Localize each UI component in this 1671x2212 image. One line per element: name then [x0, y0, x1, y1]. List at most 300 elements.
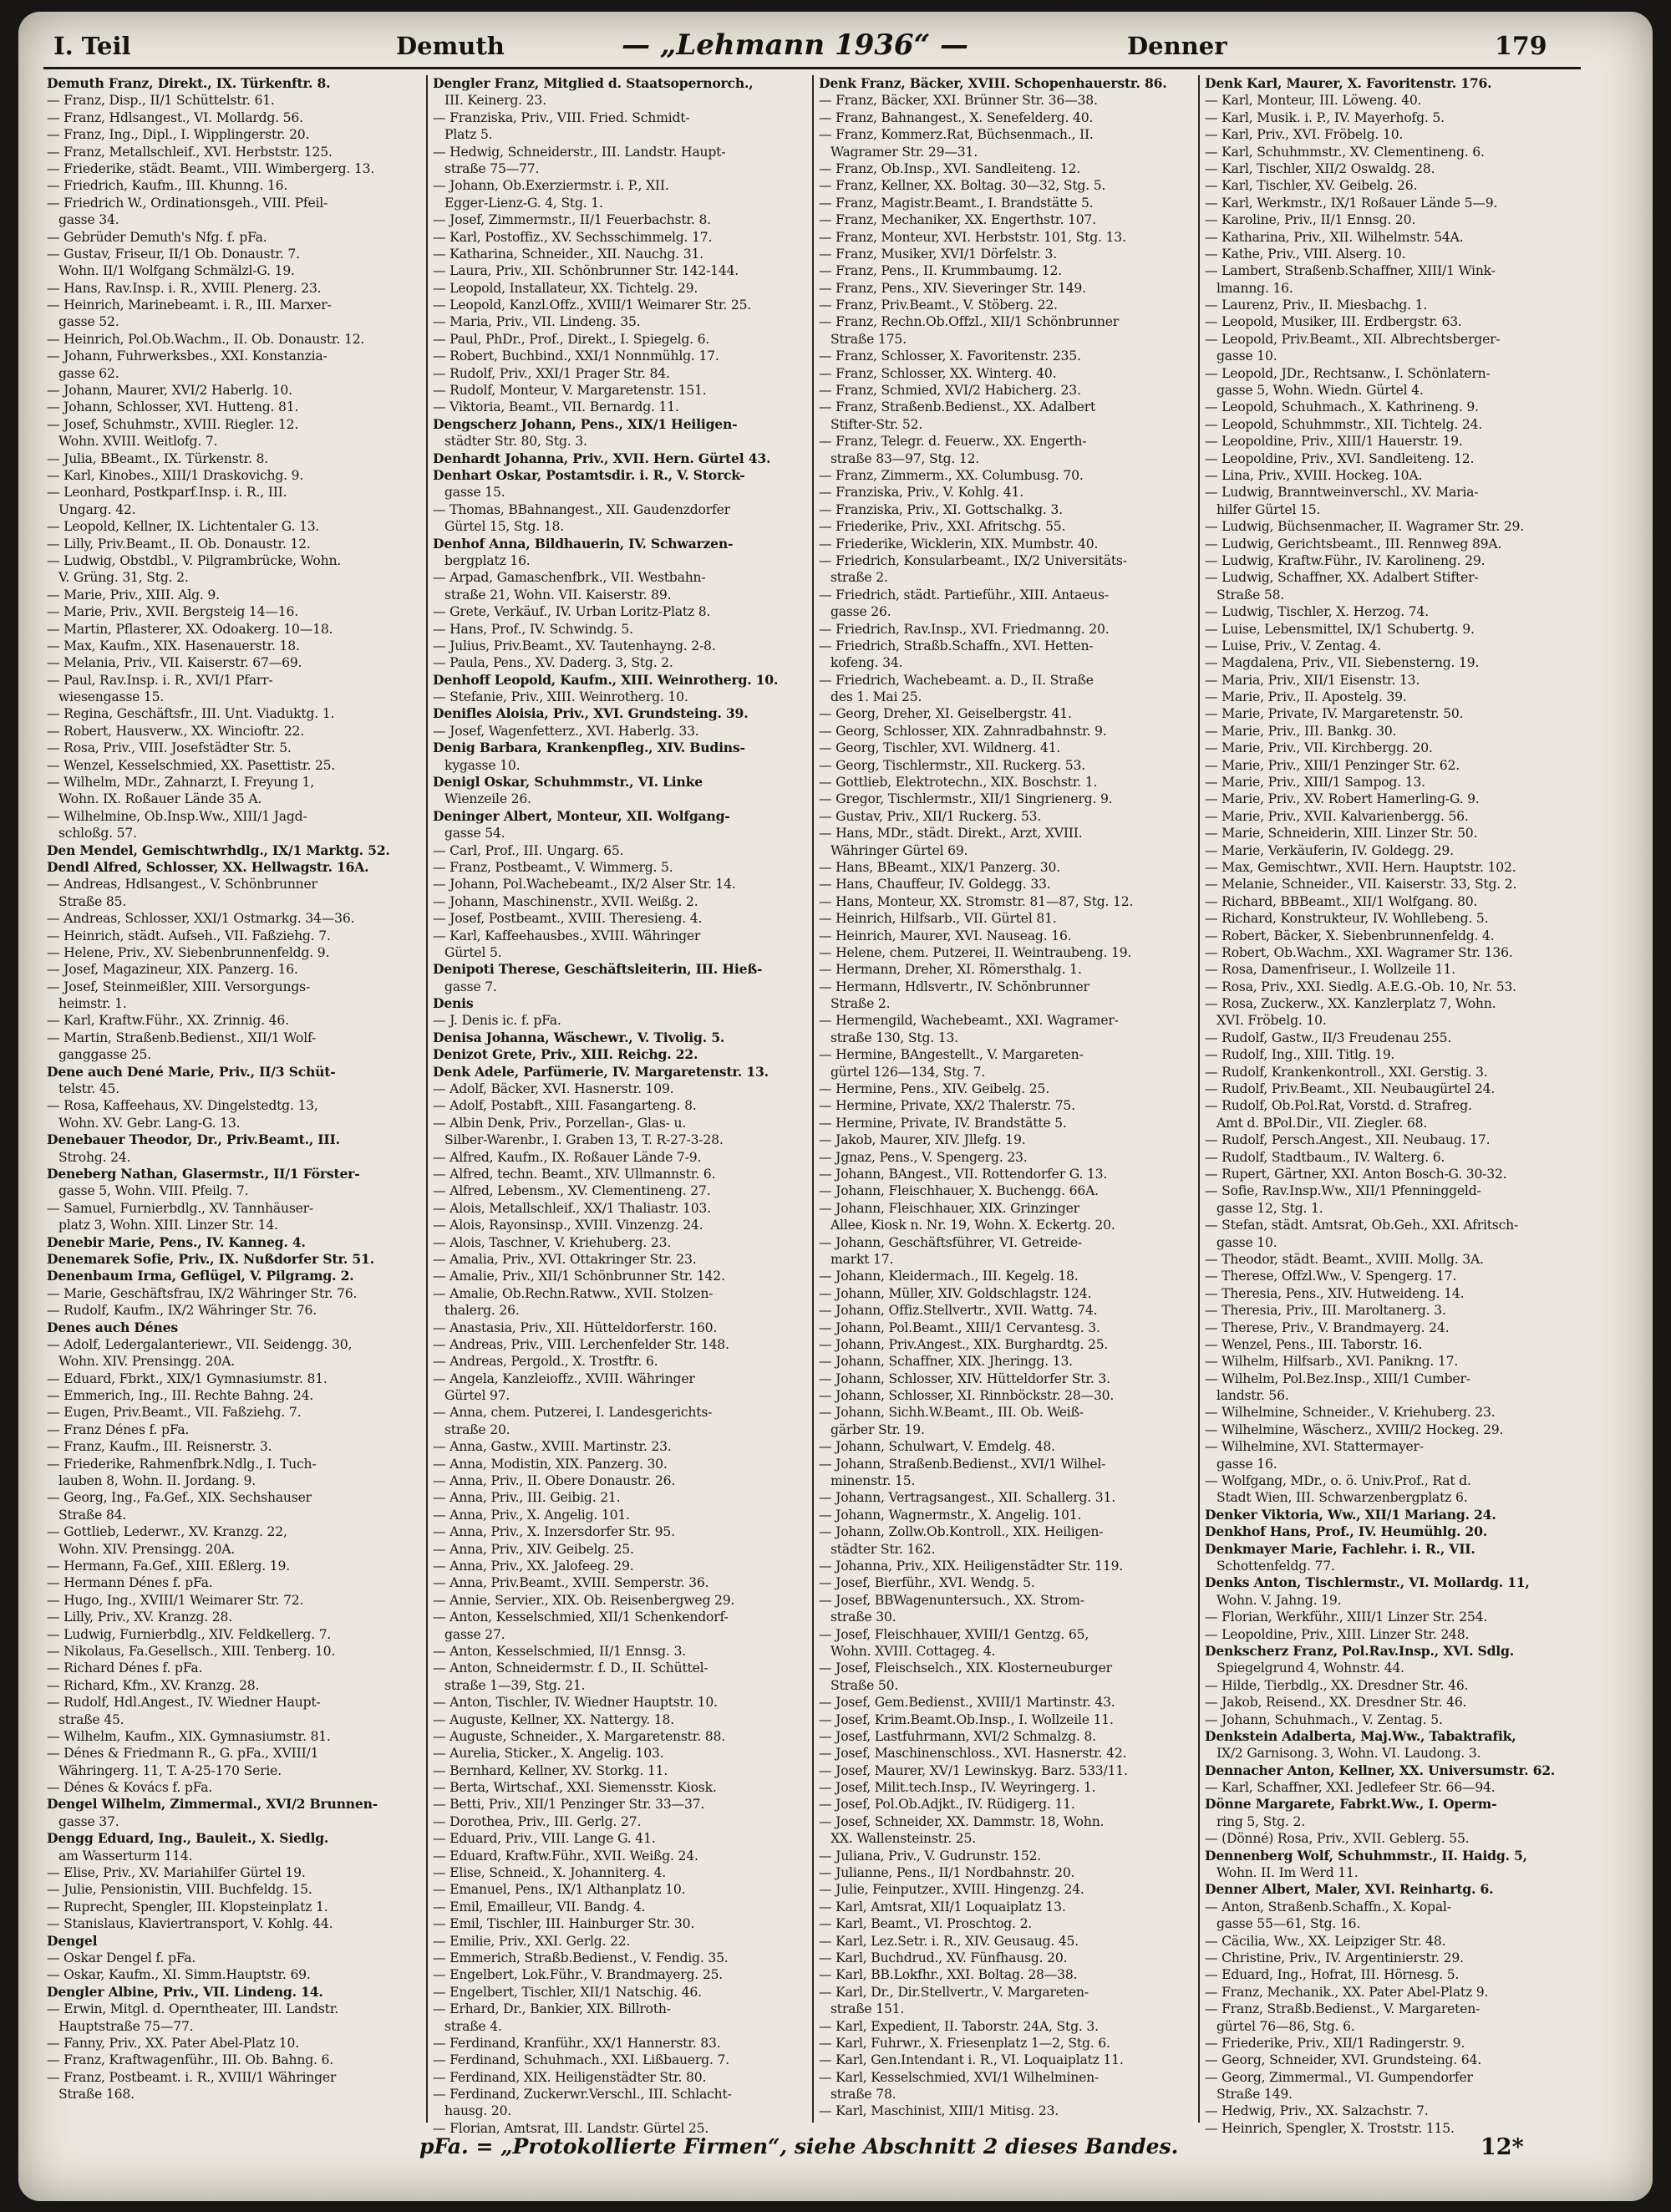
directory-entry: — Ludwig, Büchsenmacher, II. Wagramer Str. 29. — [1205, 518, 1581, 535]
directory-entry: — Eduard, Kraftw.Führ., XVII. Weißg. 24. — [433, 1848, 807, 1864]
entry-continuation: Wohn. XVIII. Weitlofg. 7. — [58, 434, 218, 450]
surname-entry: Denkhof Hans, Prof., IV. Heumühlg. 20. — [1205, 1523, 1487, 1540]
directory-entry: — Hans, MDr., städt. Direkt., Arzt, XVIII. — [819, 825, 1193, 842]
directory-entry: — Lina, Priv., XVIII. Hockeg. 10A. — [1205, 467, 1581, 484]
directory-entry: — Franz, Ing., Dipl., I. Wipplingerstr. 20. — [47, 126, 421, 143]
directory-entry: — Engelbert, Tischler, XII/1 Natschig. 46. — [433, 1984, 807, 2001]
directory-entry: — Hermine, BAngestellt., V. Margareten- — [819, 1046, 1193, 1063]
directory-entry: — Christine, Priv., IV. Argentinierstr. 29. — [1205, 1950, 1581, 1966]
directory-entry: — Georg, Ing., Fa.Gef., XIX. Sechshauser — [47, 1489, 421, 1506]
entry-continuation: Straße 175. — [830, 331, 907, 347]
directory-entry: — Berta, Wirtschaf., XXI. Siemensstr. Kiosk. — [433, 1779, 807, 1796]
directory-entry: — Rosa, Priv., XXI. Siedlg. A.E.G.-Ob. 10, Nr. 53. — [1205, 979, 1581, 995]
directory-entry: — Ferdinand, Kranführ., XX/1 Hannerstr. 83. — [433, 2035, 807, 2052]
entry-continuation: Straße 149. — [1216, 2087, 1293, 2103]
directory-entry: — Anna, Priv., X. Angelig. 101. — [433, 1507, 807, 1523]
directory-entry: — Friederike, Priv., XII/1 Radingerstr. 9. — [1205, 2035, 1581, 2052]
directory-entry: — Rudolf, Hdl.Angest., IV. Wiedner Haupt- — [47, 1694, 421, 1711]
surname-entry: Dendl Alfred, Schlosser, XX. Hellwagstr. 16A. — [47, 858, 369, 875]
directory-entry: — Dénes & Friedmann R., G. pFa., XVIII/1 — [47, 1745, 421, 1762]
entry-continuation: straße 130, Stg. 13. — [830, 1030, 958, 1045]
directory-entry: — Gebrüder Demuth's Nfg. f. pFa. — [47, 229, 421, 246]
directory-entry: — Johann, Schlosser, XIV. Hütteldorfer Str. 3. — [819, 1370, 1193, 1387]
directory-entry: — Juliana, Priv., V. Gudrunstr. 152. — [819, 1848, 1193, 1864]
directory-entry: — Franziska, Priv., V. Kohlg. 41. — [819, 484, 1193, 501]
entry-continuation: straße 30. — [830, 1609, 896, 1625]
directory-entry: — Andreas, Schlosser, XXI/1 Ostmarkg. 34—36. — [47, 910, 421, 927]
directory-entry: — Rudolf, Priv., XXI/1 Prager Str. 84. — [433, 365, 807, 382]
directory-entry: — Johann, Wagnermstr., X. Angelig. 101. — [819, 1507, 1193, 1523]
directory-entry: — Hans, Chauffeur, IV. Goldegg. 33. — [819, 876, 1193, 892]
entry-continuation: Straße 84. — [58, 1507, 127, 1523]
directory-entry: — Anna, Priv., XX. Jalofeeg. 29. — [433, 1558, 807, 1574]
directory-entry: — Melania, Priv., VII. Kaiserstr. 67—69. — [47, 654, 421, 671]
directory-entry: — Wilhelm, MDr., Zahnarzt, I. Freyung 1, — [47, 774, 421, 791]
entry-continuation: gasse 62. — [58, 365, 119, 381]
directory-entry: — Anton, Kesselschmied, II/1 Ennsg. 3. — [433, 1643, 807, 1660]
directory-entry: — Georg, Schlosser, XIX. Zahnradbahnstr. 9. — [819, 723, 1193, 740]
surname-entry: Dengel — [47, 1932, 98, 1949]
part-label: I. Teil — [53, 32, 131, 60]
directory-entry: — Heinrich, Pol.Ob.Wachm., II. Ob. Donaustr. 12. — [47, 331, 421, 348]
publication-title: — „Lehmann 1936“ — — [622, 28, 968, 62]
directory-entry: — Engelbert, Lok.Führ., V. Brandmayerg. 25. — [433, 1966, 807, 1983]
directory-entry: — Anastasia, Priv., XII. Hütteldorferstr. 160. — [433, 1320, 807, 1336]
directory-entry: — Wilhelm, Kaufm., XIX. Gymnasiumstr. 81. — [47, 1728, 421, 1745]
directory-entry: — Johann, Fuhrwerksbes., XXI. Konstanzia- — [47, 348, 421, 364]
directory-entry: — Andreas, Pergold., X. Trostftr. 6. — [433, 1353, 807, 1370]
directory-entry: — Karl, BB.Lokfhr., XXI. Boltag. 28—38. — [819, 1966, 1193, 1983]
directory-entry: — Emmerich, Straßb.Bedienst., V. Fendig. 35. — [433, 1950, 807, 1966]
directory-entry: — Andreas, Priv., VIII. Lerchenfelder Str. 148. — [433, 1336, 807, 1353]
directory-entry: — Wilhelmine, Wäscherz., XVIII/2 Hockeg. 29. — [1205, 1421, 1581, 1438]
directory-entry: — Leopold, Musiker, III. Erdbergstr. 63. — [1205, 313, 1581, 330]
directory-entry: — Franz, Schmied, XVI/2 Habicherg. 23. — [819, 382, 1193, 399]
directory-entry: — Friedrich, städt. Partieführ., XIII. Antaeus- — [819, 587, 1193, 603]
directory-entry: — Franz, Priv.Beamt., V. Stöberg. 22. — [819, 297, 1193, 313]
directory-entry: — Karl, Kaffeehausbes., XVIII. Währinger — [433, 928, 807, 944]
directory-entry: — Ferdinand, Zuckerwr.Verschl., III. Schlacht- — [433, 2086, 807, 2103]
directory-entry: — Franz, Mechanik., XX. Pater Abel-Platz 9. — [1205, 1984, 1581, 2001]
directory-entry: — Hans, Monteur, XX. Stromstr. 81—87, Stg. 12. — [819, 893, 1193, 910]
directory-entry: — Marie, Priv., XV. Robert Hamerling-G. 9. — [1205, 791, 1581, 807]
entry-continuation: kygasse 10. — [444, 757, 521, 773]
directory-entry: — Hermine, Pens., XIV. Geibelg. 25. — [819, 1081, 1193, 1097]
entry-continuation: Spiegelgrund 4, Wohnstr. 44. — [1216, 1660, 1404, 1676]
entry-continuation: XX. Wallensteinstr. 25. — [830, 1831, 976, 1847]
entry-continuation: V. Grüng. 31, Stg. 2. — [58, 570, 189, 586]
directory-entry: — Franz, Zimmerm., XX. Columbusg. 70. — [819, 467, 1193, 484]
directory-entry: — Rudolf, Priv.Beamt., XII. Neubaugürtel 24. — [1205, 1081, 1581, 1097]
directory-entry: — Johann, Pol.Wachebeamt., IX/2 Alser Str. 14. — [433, 876, 807, 892]
directory-entry: — Maria, Priv., XII/1 Eisenstr. 13. — [1205, 672, 1581, 689]
directory-entry: — Josef, Schuhmstr., XVIII. Riegler. 12. — [47, 416, 421, 433]
directory-entry: — Karl, Postoffiz., XV. Sechsschimmelg. 17. — [433, 229, 807, 246]
directory-entry: — Jakob, Maurer, XIV. Jllefg. 19. — [819, 1131, 1193, 1148]
directory-entry: — Elise, Schneid., X. Johanniterg. 4. — [433, 1864, 807, 1881]
directory-entry: — Hugo, Ing., XVIII/1 Weimarer Str. 72. — [47, 1592, 421, 1609]
directory-entry: — Oskar Dengel f. pFa. — [47, 1950, 421, 1966]
directory-entry: — Johann, Schuhmach., V. Zentag. 5. — [1205, 1711, 1581, 1728]
directory-entry: — Hermine, Private, XX/2 Thalerstr. 75. — [819, 1097, 1193, 1114]
directory-entry: — Amalia, Priv., XVI. Ottakringer Str. 23. — [433, 1251, 807, 1268]
directory-entry: — Franz, Pens., XIV. Sieveringer Str. 149. — [819, 280, 1193, 297]
directory-entry: — Josef, Zimmermstr., II/1 Feuerbachstr. 8. — [433, 211, 807, 228]
directory-entry: — Alois, Taschner, V. Kriehuberg. 23. — [433, 1234, 807, 1251]
directory-entry: — Franz, Musiker, XVI/1 Dörfelstr. 3. — [819, 246, 1193, 262]
directory-entry: — Josef, Pol.Ob.Adjkt., IV. Rüdigerg. 11. — [819, 1796, 1193, 1813]
directory-entry: — Johann, BAngest., VII. Rottendorfer G. 13. — [819, 1166, 1193, 1182]
directory-entry: — Wenzel, Kesselschmied, XX. Pasettistr. 25. — [47, 757, 421, 774]
entry-continuation: straße 151. — [830, 2001, 905, 2017]
directory-entry: — Hermengild, Wachebeamt., XXI. Wagramer- — [819, 1012, 1193, 1029]
last-entry-keyword: Denner — [1127, 32, 1227, 60]
directory-entry: — Karl, Beamt., VI. Proschtog. 2. — [819, 1915, 1193, 1932]
directory-entry: — Emmerich, Ing., III. Rechte Bahng. 24. — [47, 1387, 421, 1404]
directory-entry: — Samuel, Furnierbdlg., XV. Tannhäuser- — [47, 1200, 421, 1217]
directory-entry: — Rosa, Kaffeehaus, XV. Dingelstedtg. 13, — [47, 1097, 421, 1114]
directory-entry: — Dorothea, Priv., III. Gerlg. 27. — [433, 1813, 807, 1830]
directory-entry: — Gottlieb, Lederwr., XV. Kranzg. 22, — [47, 1523, 421, 1540]
directory-entry: — Thomas, BBahnangest., XII. Gaudenzdorfer — [433, 501, 807, 518]
directory-entry: — Johann, Priv.Angest., XIX. Burghardtg. 25. — [819, 1336, 1193, 1353]
entry-continuation: IX/2 Garnisong. 3, Wohn. VI. Laudong. 3. — [1216, 1746, 1481, 1762]
entry-continuation: Währinger Gürtel 69. — [830, 842, 968, 858]
surname-entry: Dengscherz Johann, Pens., XIX/1 Heiligen- — [433, 415, 738, 432]
directory-entry: — Heinrich, städt. Aufseh., VII. Faßziehg. 7. — [47, 928, 421, 944]
entry-continuation: Strohg. 24. — [58, 1149, 131, 1165]
header-rule — [43, 67, 1581, 69]
directory-entry: — Wilhelmine, Ob.Insp.Ww., XIII/1 Jagd- — [47, 808, 421, 825]
directory-entry: — Johann, Vertragsangest., XII. Schallerg. 31. — [819, 1489, 1193, 1506]
entry-continuation: Wohn. XV. Gebr. Lang-G. 13. — [58, 1115, 241, 1131]
directory-entry: — Martin, Pflasterer, XX. Odoakerg. 10—18. — [47, 621, 421, 638]
directory-entry: — Josef, Bierführ., XVI. Wendg. 5. — [819, 1574, 1193, 1591]
directory-entry: — Franz, Rechn.Ob.Offzl., XII/1 Schönbrunner — [819, 313, 1193, 330]
entry-continuation: landstr. 56. — [1216, 1388, 1289, 1404]
directory-entry: — Stefanie, Priv., XIII. Weinrotherg. 10. — [433, 689, 807, 705]
directory-entry: — Adolf, Bäcker, XVI. Hasnerstr. 109. — [433, 1081, 807, 1097]
directory-entry: — Rudolf, Monteur, V. Margaretenstr. 151. — [433, 382, 807, 399]
directory-entry: — Johann, Fleischhauer, X. Buchengg. 66A. — [819, 1182, 1193, 1199]
directory-entry: — Leopold, Installateur, XX. Tichtelg. 29. — [433, 280, 807, 297]
surname-entry: Denk Karl, Maurer, X. Favoritenstr. 176. — [1205, 75, 1492, 91]
directory-entry: — Auguste, Kellner, XX. Nattergy. 18. — [433, 1711, 807, 1728]
entry-continuation: III. Keinerg. 23. — [444, 93, 546, 109]
directory-entry: — Richard, Konstrukteur, IV. Wohllebeng. 5. — [1205, 910, 1581, 927]
directory-entry: — Aurelia, Sticker., X. Angelig. 103. — [433, 1745, 807, 1762]
directory-entry: — Amalie, Ob.Rechn.Ratww., XVII. Stolzen- — [433, 1285, 807, 1302]
entry-continuation: lauben 8, Wohn. II. Jordang. 9. — [58, 1473, 256, 1489]
directory-entry: — Rudolf, Persch.Angest., XII. Neubaug. 17. — [1205, 1131, 1581, 1148]
directory-entry: — Katharina, Schneider., XII. Nauchg. 31. — [433, 246, 807, 262]
directory-entry: — Franz Dénes f. pFa. — [47, 1421, 421, 1438]
directory-entry: — Heinrich, Spengler, X. Troststr. 115. — [1205, 2120, 1581, 2137]
page-footer — [419, 2134, 1623, 2168]
entry-continuation: Silber-Warenbr., I. Graben 13, T. R-27-3-28. — [444, 1132, 724, 1148]
page-header — [45, 27, 1574, 70]
directory-entry: — Karl, Gen.Intendant i. R., VI. Loquaiplatz 11. — [819, 2052, 1193, 2068]
directory-entry: — Hans, Prof., IV. Schwindg. 5. — [433, 621, 807, 638]
directory-entry: — Hermine, Private, IV. Brandstätte 5. — [819, 1115, 1193, 1131]
directory-entry: — Nikolaus, Fa.Gesellsch., XIII. Tenberg. 10. — [47, 1643, 421, 1660]
directory-entry: — Rudolf, Kaufm., IX/2 Währinger Str. 76. — [47, 1302, 421, 1319]
directory-entry: — Franz, Disp., II/1 Schüttelstr. 61. — [47, 92, 421, 109]
directory-entry: — Marie, Priv., XIII/1 Sampog. 13. — [1205, 774, 1581, 791]
surname-entry: Denenbaum Irma, Geflügel, V. Pilgramg. 2. — [47, 1268, 354, 1284]
directory-entry: — Arpad, Gamaschenfbrk., VII. Westbahn- — [433, 569, 807, 586]
directory-entry: — Robert, Buchbind., XXI/1 Nonnmühlg. 17. — [433, 348, 807, 364]
directory-entry: — Franz, Hdlsangest., VI. Mollardg. 56. — [47, 109, 421, 126]
directory-entry: — Rupert, Gärtner, XXI. Anton Bosch-G. 30-32. — [1205, 1166, 1581, 1182]
directory-entry: — Marie, Schneiderin, XIII. Linzer Str. 50. — [1205, 825, 1581, 842]
entry-continuation: gasse 27. — [444, 1626, 505, 1642]
entry-continuation: hilfer Gürtel 15. — [1216, 501, 1321, 517]
directory-entry: — Angela, Kanzleioffz., XVIII. Währinger — [433, 1370, 807, 1387]
sheet-number: 12* — [1481, 2134, 1524, 2160]
surname-entry: Denig Barbara, Krankenpfleg., XIV. Budins- — [433, 740, 745, 756]
column-2 — [428, 75, 814, 2136]
surname-entry: Denhof Anna, Bildhauerin, IV. Schwarzen- — [433, 535, 734, 552]
directory-entry: — Leopold, Schuhmach., X. Kathrineng. 9. — [1205, 399, 1581, 415]
entry-continuation: des 1. Mai 25. — [830, 689, 922, 705]
surname-entry: Denhardt Johanna, Priv., XVII. Hern. Gürtel 43. — [433, 450, 771, 466]
directory-entry: — Karl, Tischler, XV. Geibelg. 26. — [1205, 177, 1581, 194]
directory-entry: — Marie, Geschäftsfrau, IX/2 Währinger Str. 76. — [47, 1285, 421, 1302]
surname-entry: Denis — [433, 995, 474, 1012]
entry-continuation: gasse 16. — [1216, 1456, 1277, 1472]
directory-entry: — Alois, Rayonsinsp., XVIII. Vinzenzg. 24. — [433, 1217, 807, 1233]
directory-entry: — Karl, Schuhmmstr., XV. Clementineng. 6. — [1205, 144, 1581, 160]
directory-entry: — Rudolf, Ing., XIII. Titlg. 19. — [1205, 1046, 1581, 1063]
entry-continuation: kofeng. 34. — [830, 655, 903, 671]
directory-entry: — Friedrich, Wachebeamt. a. D., II. Straße — [819, 672, 1193, 689]
directory-entry: — Luise, Priv., V. Zentag. 4. — [1205, 638, 1581, 654]
directory-entry: — (Dönné) Rosa, Priv., XVII. Geblerg. 55. — [1205, 1830, 1581, 1847]
directory-entry: — Helene, Priv., XV. Siebenbrunnenfeldg. 9. — [47, 944, 421, 961]
directory-entry: — Karl, Dr., Dir.Stellvertr., V. Margareten- — [819, 1984, 1193, 2001]
directory-entry: — Robert, Ob.Wachm., XXI. Wagramer Str. 136. — [1205, 944, 1581, 961]
directory-entry: — Franz, Schlosser, XX. Winterg. 40. — [819, 365, 1193, 382]
surname-entry: Dengg Eduard, Ing., Bauleit., X. Siedlg. — [47, 1830, 329, 1847]
directory-entry: — Marie, Private, IV. Margaretenstr. 50. — [1205, 705, 1581, 722]
surname-entry: Denizot Grete, Priv., XIII. Reichg. 22. — [433, 1046, 698, 1063]
entry-columns — [42, 75, 1587, 2136]
directory-entry: — Rosa, Damenfriseur., I. Wollzeile 11. — [1205, 961, 1581, 978]
directory-entry: — Lilly, Priv.Beamt., II. Ob. Donaustr. 12. — [47, 536, 421, 552]
entry-continuation: Wohn. XVIII. Cottageg. 4. — [830, 1643, 996, 1659]
surname-entry: Denkstein Adalberta, Maj.Ww., Tabaktrafik, — [1205, 1727, 1516, 1744]
directory-entry: — Wolfgang, MDr., o. ö. Univ.Prof., Rat d. — [1205, 1472, 1581, 1489]
directory-entry: — Anna, Priv., III. Geibig. 21. — [433, 1489, 807, 1506]
surname-entry: Dönne Margarete, Fabrkt.Ww., I. Operm- — [1205, 1796, 1497, 1813]
directory-entry: — Johann, Kleidermach., III. Kegelg. 18. — [819, 1268, 1193, 1284]
directory-entry: — Marie, Priv., II. Apostelg. 39. — [1205, 689, 1581, 705]
directory-entry: — Richard, Kfm., XV. Kranzg. 28. — [47, 1677, 421, 1694]
directory-entry: — Marie, Priv., III. Bankg. 30. — [1205, 723, 1581, 740]
directory-entry: — Franz, Metallschleif., XVI. Herbststr. 125. — [47, 144, 421, 160]
directory-entry: — Eugen, Priv.Beamt., VII. Faßziehg. 7. — [47, 1404, 421, 1421]
directory-entry: — Johann, Müller, XIV. Goldschlagstr. 124. — [819, 1285, 1193, 1302]
directory-entry: — Max, Kaufm., XIX. Hasenauerstr. 18. — [47, 638, 421, 654]
entry-continuation: Straße 2. — [830, 996, 891, 1012]
surname-entry: Denk Franz, Bäcker, XVIII. Schopenhauerstr. 86. — [819, 75, 1167, 91]
directory-entry: — Karl, Expedient, II. Taborstr. 24A, Stg. 3. — [819, 2018, 1193, 2035]
directory-entry: — Paul, PhDr., Prof., Direkt., I. Spiegelg. 6. — [433, 331, 807, 348]
surname-entry: Dennacher Anton, Kellner, XX. Universumstr. 62. — [1205, 1762, 1556, 1778]
entry-continuation: markt 17. — [830, 1251, 894, 1267]
directory-entry: — Cäcilia, Ww., XX. Leipziger Str. 48. — [1205, 1933, 1581, 1950]
directory-entry: — Friedrich, Straßb.Schaffn., XVI. Hetten- — [819, 638, 1193, 654]
directory-entry: — Anna, Priv., XIV. Geibelg. 25. — [433, 1541, 807, 1558]
directory-entry: — Franz, Ob.Insp., XVI. Sandleiteng. 12. — [819, 160, 1193, 177]
directory-entry: — Emil, Emailleur, VII. Bandg. 4. — [433, 1899, 807, 1915]
directory-entry: — Marie, Priv., XVII. Bergsteig 14—16. — [47, 603, 421, 620]
directory-entry: — Theresia, Priv., III. Maroltanerg. 3. — [1205, 1302, 1581, 1319]
directory-entry: — Franz, Magistr.Beamt., I. Brandstätte 5. — [819, 195, 1193, 211]
directory-entry: — Paul, Rav.Insp. i. R., XVI/1 Pfarr- — [47, 672, 421, 689]
directory-entry: — Josef, Wagenfetterz., XVI. Haberlg. 33. — [433, 723, 807, 740]
directory-entry: — Friedrich, Konsularbeamt., IX/2 Universitäts- — [819, 552, 1193, 569]
directory-entry: — Josef, Maschinenschloss., XVI. Hasnerstr. 42. — [819, 1745, 1193, 1762]
directory-entry: — Karl, Werkmstr., IX/1 Roßauer Lände 5—9. — [1205, 195, 1581, 211]
directory-entry: — Josef, Steinmeißler, XIII. Versorgungs- — [47, 979, 421, 995]
directory-entry: — Rudolf, Krankenkontroll., XXI. Gerstig. 3. — [1205, 1064, 1581, 1081]
surname-entry: Denebauer Theodor, Dr., Priv.Beamt., III. — [47, 1131, 340, 1148]
entry-continuation: Wohn. XIV. Prensingg. 20A. — [58, 1541, 236, 1557]
directory-entry: — Johanna, Priv., XIX. Heiligenstädter Str. 119. — [819, 1558, 1193, 1574]
entry-continuation: Platz 5. — [444, 127, 493, 143]
surname-entry: Denifles Aloisia, Priv., XVI. Grundsteing. 39. — [433, 705, 749, 722]
entry-continuation: Gürtel 97. — [444, 1388, 510, 1404]
directory-entry: — Friederike, städt. Beamt., VIII. Wimbergerg. 13. — [47, 160, 421, 177]
entry-continuation: Wohn. V. Jahng. 19. — [1216, 1592, 1342, 1608]
directory-entry: — Ludwig, Tischler, X. Herzog. 74. — [1205, 603, 1581, 620]
directory-entry: — Karl, Monteur, III. Löweng. 40. — [1205, 92, 1581, 109]
directory-entry: — Wenzel, Pens., III. Taborstr. 16. — [1205, 1336, 1581, 1353]
directory-entry: — Leopold, Kanzl.Offz., XVIII/1 Weimarer Str. 25. — [433, 297, 807, 313]
entry-continuation: Gürtel 15, Stg. 18. — [444, 519, 564, 535]
entry-continuation: Straße 168. — [58, 2087, 135, 2103]
surname-entry: Dengel Wilhelm, Zimmermal., XVI/2 Brunnen- — [47, 1796, 378, 1813]
directory-entry: — Carl, Prof., III. Ungarg. 65. — [433, 842, 807, 859]
directory-entry: — Julianne, Pens., II/1 Nordbahnstr. 20. — [819, 1864, 1193, 1881]
entry-continuation: heimstr. 1. — [58, 996, 127, 1012]
directory-entry: — Johann, Geschäftsführer, VI. Getreide- — [819, 1234, 1193, 1251]
directory-entry: — Heinrich, Marinebeamt. i. R., III. Marxer- — [47, 297, 421, 313]
entry-continuation: platz 3, Wohn. XIII. Linzer Str. 14. — [58, 1218, 278, 1233]
directory-entry: — Johann, Pol.Beamt., XIII/1 Cervantesg. 3. — [819, 1320, 1193, 1336]
directory-entry: — Johann, Zollw.Ob.Kontroll., XIX. Heiligen- — [819, 1523, 1193, 1540]
directory-entry: — Josef, Fleischhauer, XVIII/1 Gentzg. 65, — [819, 1626, 1193, 1643]
entry-continuation: wiesengasse 15. — [58, 689, 165, 705]
directory-entry: — Anna, Priv.Beamt., XVIII. Semperstr. 36. — [433, 1574, 807, 1591]
directory-entry: — Marie, Verkäuferin, IV. Goldegg. 29. — [1205, 842, 1581, 859]
surname-entry: Denemarek Sofie, Priv., IX. Nußdorfer Str. 51. — [47, 1250, 374, 1267]
directory-entry: — Josef, Schneider, XX. Dammstr. 18, Wohn. — [819, 1813, 1193, 1830]
directory-entry: — Friedrich, Rav.Insp., XVI. Friedmanng. 20. — [819, 621, 1193, 638]
directory-entry: — Marie, Priv., XIII. Alg. 9. — [47, 587, 421, 603]
directory-entry: — Wilhelm, Hilfsarb., XVI. Panikng. 17. — [1205, 1353, 1581, 1370]
directory-entry: — Anton, Straßenb.Schaffn., X. Kopal- — [1205, 1899, 1581, 1915]
surname-entry: Dengler Franz, Mitglied d. Staatsopernorch., — [433, 75, 754, 91]
directory-entry: — Franz, Postbeamt., V. Wimmerg. 5. — [433, 859, 807, 876]
directory-entry: — Julius, Priv.Beamt., XV. Tautenhayng. 2-8. — [433, 638, 807, 654]
directory-entry: — Alfred, Kaufm., IX. Roßauer Lände 7-9. — [433, 1149, 807, 1166]
directory-entry: — Franziska, Priv., XI. Gottschalkg. 3. — [819, 501, 1193, 518]
entry-continuation: Egger-Lienz-G. 4, Stg. 1. — [444, 195, 603, 211]
surname-entry: Denigl Oskar, Schuhmmstr., VI. Linke — [433, 774, 703, 791]
entry-continuation: straße 20. — [444, 1421, 510, 1437]
directory-entry: — Rudolf, Gastw., II/3 Freudenau 255. — [1205, 1030, 1581, 1046]
directory-entry: — Florian, Amtsrat, III. Landstr. Gürtel 25. — [433, 2120, 807, 2137]
directory-entry: — Karl, Maschinist, XIII/1 Mitisg. 23. — [819, 2103, 1193, 2119]
directory-entry: — Ferdinand, Schuhmach., XXI. Lißbauerg. 7. — [433, 2052, 807, 2068]
entry-continuation: schloßg. 57. — [58, 826, 137, 842]
entry-continuation: am Wasserturm 114. — [58, 1848, 193, 1864]
entry-continuation: Stadt Wien, III. Schwarzenbergplatz 6. — [1216, 1490, 1468, 1506]
surname-entry: Deninger Albert, Monteur, XII. Wolfgang- — [433, 807, 730, 824]
entry-continuation: gasse 54. — [444, 826, 505, 842]
surname-entry: Dennenberg Wolf, Schuhmmstr., II. Haidg. 5, — [1205, 1847, 1527, 1864]
entry-continuation: städter Str. 80, Stg. 3. — [444, 434, 587, 450]
directory-entry: — Franz, Kommerz.Rat, Büchsenmach., II. — [819, 126, 1193, 143]
directory-entry: — Heinrich, Hilfsarb., VII. Gürtel 81. — [819, 910, 1193, 927]
directory-entry: — Magdalena, Priv., VII. Siebensterng. 19. — [1205, 654, 1581, 671]
directory-entry: — Ludwig, Furnierbdlg., XIV. Feldkellerg. 7. — [47, 1626, 421, 1643]
directory-entry: — Robert, Bäcker, X. Siebenbrunnenfeldg. 4. — [1205, 928, 1581, 944]
directory-entry: — Franz, Kraftwagenführ., III. Ob. Bahng. 6. — [47, 2052, 421, 2068]
directory-entry: — Johann, Schlosser, XVI. Hutteng. 81. — [47, 399, 421, 415]
directory-entry: — Julie, Feinputzer., XVIII. Hingenzg. 24. — [819, 1881, 1193, 1898]
directory-entry: — Sofie, Rav.Insp.Ww., XII/1 Pfenninggeld- — [1205, 1182, 1581, 1199]
column-4 — [1200, 75, 1586, 2136]
directory-entry: — Franz, Mechaniker, XX. Engerthstr. 107. — [819, 211, 1193, 228]
directory-entry: — Hermann, Fa.Gef., XIII. Eßlerg. 19. — [47, 1558, 421, 1574]
directory-entry: — Ludwig, Schaffner, XX. Adalbert Stifter- — [1205, 569, 1581, 586]
directory-entry: — Gustav, Friseur, II/1 Ob. Donaustr. 7. — [47, 246, 421, 262]
directory-entry: — Lilly, Priv., XV. Kranzg. 28. — [47, 1609, 421, 1625]
directory-entry: — Emanuel, Pens., IX/1 Althanplatz 10. — [433, 1881, 807, 1898]
directory-entry: — Friederike, Priv., XXI. Afritschg. 55. — [819, 518, 1193, 535]
directory-entry: — Maria, Priv., VII. Lindeng. 35. — [433, 313, 807, 330]
entry-continuation: lmanng. 16. — [1216, 280, 1293, 296]
surname-entry: Denks Anton, Tischlermstr., VI. Mollardg. 11, — [1205, 1574, 1530, 1591]
entry-continuation: gasse 15. — [444, 485, 505, 501]
entry-continuation: ganggasse 25. — [58, 1047, 151, 1063]
directory-entry: — Johann, Ob.Exerziermstr. i. P., XII. — [433, 177, 807, 194]
directory-entry: — Friederike, Rahmenfbrk.Ndlg., I. Tuch- — [47, 1456, 421, 1472]
directory-entry: — Betti, Priv., XII/1 Penzinger Str. 33—37. — [433, 1796, 807, 1813]
surname-entry: Denker Viktoria, Ww., XII/1 Mariang. 24. — [1205, 1506, 1496, 1523]
page-number: 179 — [1495, 32, 1547, 61]
directory-entry: — J. Denis ic. f. pFa. — [433, 1012, 807, 1029]
directory-entry: — Josef, Lastfuhrmann, XVI/2 Schmalzg. 8. — [819, 1728, 1193, 1745]
entry-continuation: minenstr. 15. — [830, 1473, 916, 1489]
surname-entry: Denebir Marie, Pens., IV. Kanneg. 4. — [47, 1233, 306, 1250]
directory-entry: — Anna, Priv., X. Inzersdorfer Str. 95. — [433, 1523, 807, 1540]
entry-continuation: ring 5, Stg. 2. — [1216, 1813, 1305, 1829]
surname-entry: Den Mendel, Gemischtwrhdlg., IX/1 Marktg. 52. — [47, 842, 390, 858]
entry-continuation: Wagramer Str. 29—31. — [830, 144, 978, 160]
entry-continuation: straße 1—39, Stg. 21. — [444, 1677, 586, 1693]
entry-continuation: Allee, Kiosk n. Nr. 19, Wohn. X. Eckertg. 20. — [830, 1218, 1115, 1233]
directory-entry: — Hermann Dénes f. pFa. — [47, 1574, 421, 1591]
directory-entry: — Josef, BBWagenuntersuch., XX. Strom- — [819, 1592, 1193, 1609]
directory-entry: — Anton, Schneidermstr. f. D., II. Schüttel- — [433, 1660, 807, 1676]
directory-entry: — Erwin, Mitgl. d. Operntheater, III. Landstr. — [47, 2001, 421, 2017]
directory-entry: — Jakob, Reisend., XX. Dresdner Str. 46. — [1205, 1694, 1581, 1711]
